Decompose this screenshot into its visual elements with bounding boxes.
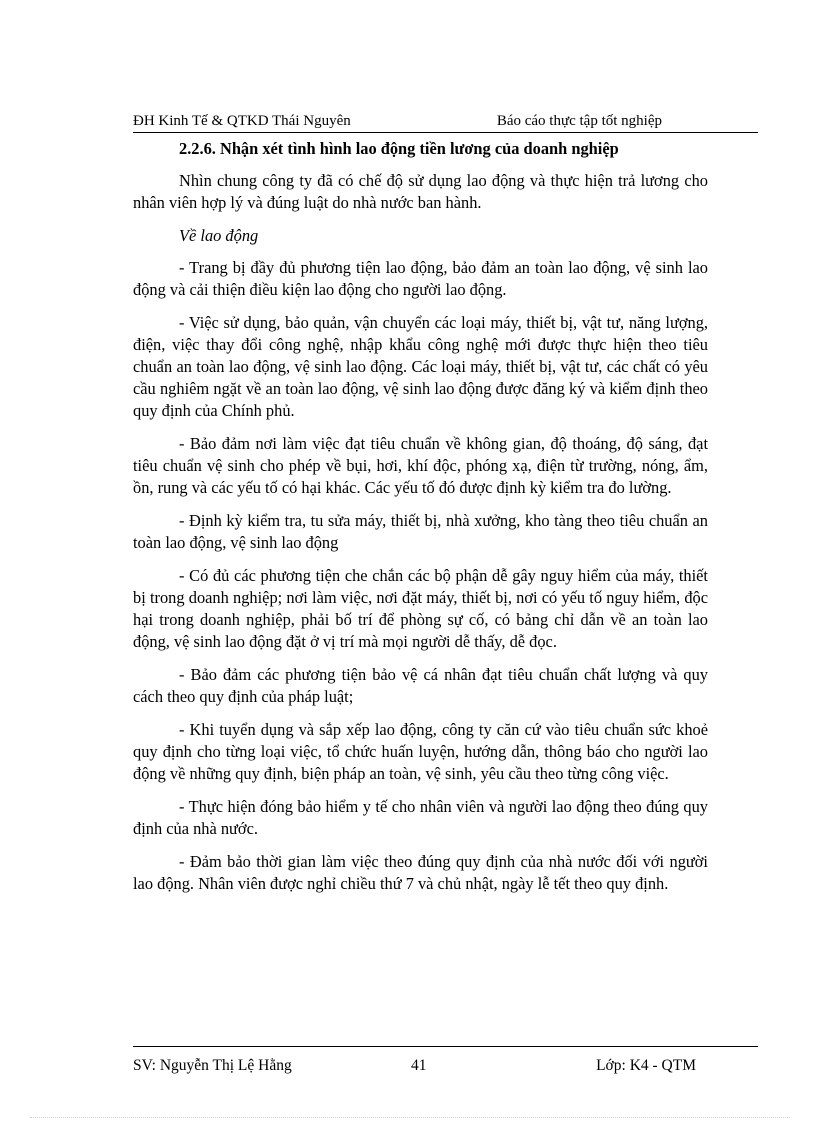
list-item: - Trang bị đầy đủ phương tiện lao động, bảo đảm an toàn lao động, vệ sinh lao động và cải thiện điều kiện lao động cho người lao động. xyxy=(133,258,708,299)
subheading-labor: Về lao động xyxy=(179,226,259,245)
footer-page-number: 41 xyxy=(411,1057,427,1074)
page-content xyxy=(133,138,708,906)
list-item: - Bảo đảm nơi làm việc đạt tiêu chuẩn về không gian, độ thoáng, độ sáng, đạt tiêu chuẩn vệ sinh cho phép về bụi, hơi, khí độc, phóng xạ, điện từ trường, nóng, ẩm, ồn, rung và các yếu tố có hại khác. Các yếu tố đó được định kỳ kiểm tra đo lường. xyxy=(133,434,708,497)
list-item: - Khi tuyển dụng và sắp xếp lao động, công ty căn cứ vào tiêu chuẩn sức khoẻ quy định cho từng loại việc, tổ chức huấn luyện, hướng dẫn, thông báo cho người lao động về những quy định, biện pháp an toàn, vệ sinh, yêu cầu theo từng công việc. xyxy=(133,720,708,783)
list-item: - Việc sử dụng, bảo quản, vận chuyển các loại máy, thiết bị, vật tư, năng lượng, điện, việc thay đổi công nghệ, nhập khẩu công nghệ mới được thực hiện theo tiêu chuẩn an toàn lao động, vệ sinh lao động. Các loại máy, thiết bị, vật tư, các chất có yêu cầu nghiêm ngặt về an toàn lao động, vệ sinh lao động được đăng ký và kiểm định theo quy định của Chính phủ. xyxy=(133,313,708,420)
intro-paragraph: Nhìn chung công ty đã có chế độ sử dụng lao động và thực hiện trả lương cho nhân viên hợp lý và đúng luật do nhà nước ban hành. xyxy=(133,171,708,212)
section-heading: 2.2.6. Nhận xét tình hình lao động tiền lương của doanh nghiệp xyxy=(179,139,619,158)
list-item: - Bảo đảm các phương tiện bảo vệ cá nhân đạt tiêu chuẩn chất lượng và quy cách theo quy định của pháp luật; xyxy=(133,665,708,706)
page-header xyxy=(133,110,758,133)
footer-class: Lớp: K4 - QTM xyxy=(596,1057,696,1074)
list-item: - Có đủ các phương tiện che chắn các bộ phận dễ gây nguy hiểm của máy, thiết bị trong doanh nghiệp; nơi làm việc, nơi đặt máy, thiết bị, nơi có yếu tố nguy hiểm, độc hại trong doanh nghiệp, phải bố trí để phòng sự cố, có bảng chỉ dẫn về an toàn lao động, vệ sinh lao động đặt ở vị trí mà mọi người dễ thấy, dễ đọc. xyxy=(133,566,708,651)
header-university: ĐH Kinh Tế & QTKD Thái Nguyên xyxy=(133,113,351,129)
page-footer xyxy=(133,1046,758,1077)
header-report-title: Báo cáo thực tập tốt nghiệp xyxy=(496,113,662,129)
list-item: - Đảm bảo thời gian làm việc theo đúng quy định của nhà nước đối với người lao động. Nhân viên được nghỉ chiều thứ 7 và chủ nhật, ngày lễ tết theo quy định. xyxy=(133,852,708,893)
bottom-dotted-divider xyxy=(30,1117,790,1118)
footer-student-name: SV: Nguyễn Thị Lệ Hằng xyxy=(133,1057,292,1074)
list-item: - Thực hiện đóng bảo hiểm y tế cho nhân viên và người lao động theo đúng quy định của nhà nước. xyxy=(133,797,708,838)
list-item: - Định kỳ kiểm tra, tu sửa máy, thiết bị, nhà xưởng, kho tàng theo tiêu chuẩn an toàn lao động, vệ sinh lao động xyxy=(133,511,708,552)
